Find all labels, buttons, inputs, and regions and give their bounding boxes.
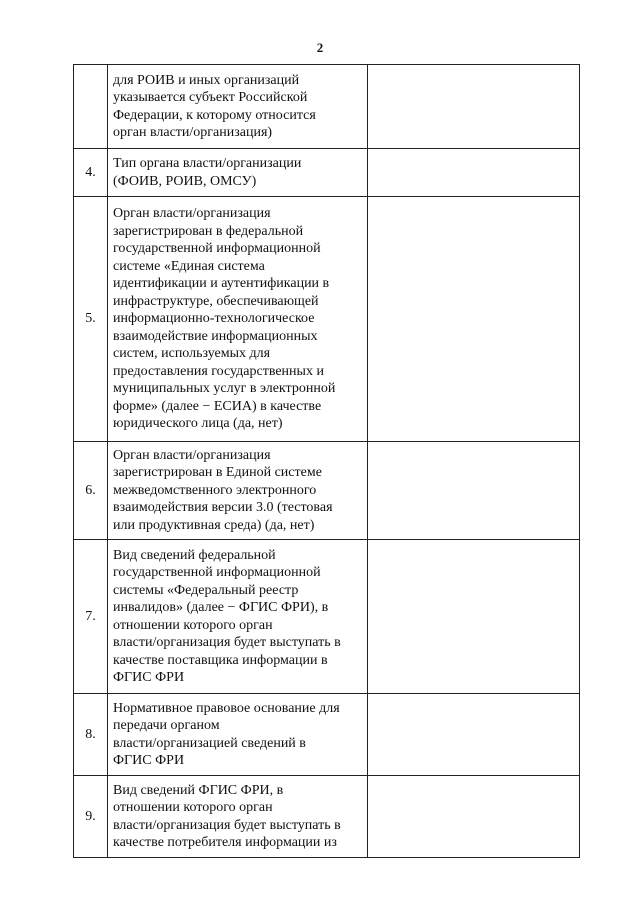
description-line: систем, используемых для xyxy=(113,346,271,362)
row-description xyxy=(108,65,368,149)
row-description xyxy=(108,149,368,197)
description-line: информационно-технологическое xyxy=(113,311,315,327)
row-description xyxy=(108,197,368,442)
description-line: Орган власти/организация xyxy=(113,447,271,463)
description-line: власти/организацией сведений в xyxy=(113,735,306,751)
row-number xyxy=(74,65,108,149)
row-value-cell[interactable] xyxy=(368,776,580,858)
row-value-cell[interactable] xyxy=(368,197,580,442)
row-description xyxy=(108,442,368,540)
table-row xyxy=(74,776,580,858)
row-value-cell[interactable] xyxy=(368,149,580,197)
row-number: 8. xyxy=(74,694,108,776)
table-row xyxy=(74,442,580,540)
description-line: взаимодействия версии 3.0 (тестовая xyxy=(113,500,333,516)
description-line: орган власти/организация) xyxy=(113,125,273,140)
row-description xyxy=(108,776,368,858)
row-number: 6. xyxy=(74,442,108,540)
description-line: качестве поставщика информации в xyxy=(113,652,328,668)
description-line: качестве потребителя информации из xyxy=(113,835,337,850)
description-line: отношении которого орган xyxy=(113,617,273,633)
table-row xyxy=(74,197,580,442)
table-row xyxy=(74,149,580,197)
description-line: указывается субъект Российской xyxy=(113,90,308,105)
description-line: Тип органа власти/организации xyxy=(113,156,302,171)
row-description xyxy=(108,540,368,694)
description-line: отношении которого орган xyxy=(113,800,273,815)
row-number: 7. xyxy=(74,540,108,694)
description-line: предоставления государственных и xyxy=(113,363,324,379)
table-row xyxy=(74,540,580,694)
description-line: государственной информационной xyxy=(113,241,321,257)
row-number: 5. xyxy=(74,197,108,442)
description-line: для РОИВ и иных организаций xyxy=(113,72,300,88)
table-row xyxy=(74,65,580,149)
table-body xyxy=(74,65,580,858)
description-line: зарегистрирован в федеральной xyxy=(113,223,304,239)
description-line: форме» (далее − ЕСИА) в качестве xyxy=(113,398,322,414)
description-line: или продуктивная среда) (да, нет) xyxy=(113,517,315,533)
description-line: взаимодействие информационных xyxy=(113,328,318,344)
row-description xyxy=(108,694,368,776)
description-line: власти/организация будет выступать в xyxy=(113,635,341,650)
requisites-table xyxy=(73,64,580,858)
description-line: Вид сведений ФГИС ФРИ, в xyxy=(113,782,284,798)
row-value-cell[interactable] xyxy=(368,540,580,694)
description-line: системы «Федеральный реестр xyxy=(113,582,299,598)
description-line: передачи органом xyxy=(113,718,220,733)
description-line: ФГИС ФРИ xyxy=(113,753,185,768)
description-line: (ФОИВ, РОИВ, ОМСУ) xyxy=(113,173,257,189)
description-line: муниципальных услуг в электронной xyxy=(113,381,336,397)
description-line: государственной информационной xyxy=(113,565,321,580)
row-number: 4. xyxy=(74,149,108,197)
row-value-cell[interactable] xyxy=(368,65,580,149)
description-line: инвалидов» (далее − ФГИС ФРИ), в xyxy=(113,600,329,615)
description-line: инфраструктуре, обеспечивающей xyxy=(113,293,319,309)
description-line: Нормативное правовое основание для xyxy=(113,700,340,716)
description-line: Вид сведений федеральной xyxy=(113,547,276,563)
row-value-cell[interactable] xyxy=(368,694,580,776)
description-line: Федерации, к которому относится xyxy=(113,107,316,123)
table-row xyxy=(74,694,580,776)
row-number: 9. xyxy=(74,776,108,858)
description-line: идентификации и аутентификации в xyxy=(113,276,330,292)
description-line: ФГИС ФРИ xyxy=(113,670,185,685)
description-line: Орган власти/организация xyxy=(113,206,271,222)
row-value-cell[interactable] xyxy=(368,442,580,540)
description-line: власти/организация будет выступать в xyxy=(113,817,341,833)
description-line: системе «Единая система xyxy=(113,258,265,274)
page-number: 2 xyxy=(316,40,324,55)
description-line: межведомственного электронного xyxy=(113,482,317,498)
description-line: юридического лица (да, нет) xyxy=(113,416,283,432)
description-line: зарегистрирован в Единой системе xyxy=(113,465,322,481)
